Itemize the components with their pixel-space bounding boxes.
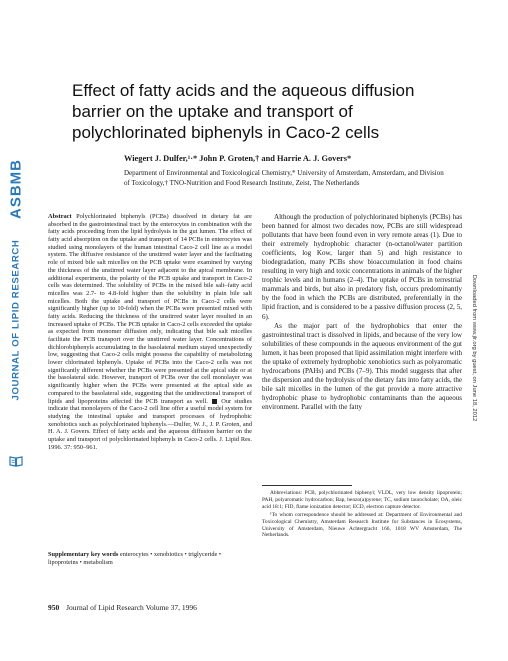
author-list: Wiegert J. Dulfer,¹·* John P. Groten,† and Harrie A. J. Govers*: [124, 154, 352, 163]
keywords: [48, 551, 252, 566]
footnote-correspondence: ¹To whom correspondence should be addressed at: Department of Environmental and Toxicological Chemistry, Amsterdam Research Institute for Substances in Ecosystems, University of Amsterdam, Nieuwe Achtergracht 166, 1018 WV Amsterdam, The Netherlands.: [262, 511, 462, 539]
open-book-icon: [9, 455, 23, 467]
footer-journal: Journal of Lipid Research: [66, 603, 144, 612]
body-text: [262, 213, 462, 412]
body-paragraph: Although the production of polychlorinated biphenyls (PCBs) has been banned for almost two decades now, PCBs are still widespread pollutants that have been found even in very remote areas (1). Due to their extremely hydrophobic character (n-octanol/water partition coefficients, log Kow, larger than 5) and high resistance to biodegradation, many PCBs show bioaccumulation in food chains resulting in very high and toxic concentrations in animals of the higher trophic levels and in humans (2–4). The uptake of PCBs in terrestrial mammals and birds, but also in predatory fish, occurs predominantly by the food in which the PCBs are distributed, preferentially in the lipid fraction, and is considered to be a passive diffusion process (2, 5, 6).: [262, 213, 462, 321]
abstract-label: Abstract: [48, 213, 72, 220]
abstract-text-continued: Our studies indicate that monolayers of the Caco-2 cell line offer a useful model system for studying the intestinal uptake and transport processes of hydrophobic xenobiotics such as polychlorinated biphenyls.—Dulfer, W. J., J. P. Groten, and H. A. J. Govers. Effect of fatty acids and the aqueous diffusion barrier on the uptake and transport of polychlorinated biphenyls in Caco-2 cells. J. Lipid Res. 1996. 37: 950–961.: [48, 397, 252, 451]
keywords-text: enterocytes • xenobiotics • triglyceride • lipoproteins • metabolism: [48, 551, 222, 566]
download-watermark: [467, 198, 481, 498]
abstract-text: Polychlorinated biphenyls (PCBs) dissolved in dietary fat are absorbed in the gastrointestinal tract by the enterocytes in combination with the fatty acids proceeding from the lipid hydrolysis in the gut lumen. The effect of fatty acid absorption on the uptake and transport of 14 PCBs in enterocytes was studied using monolayers of the human intestinal Caco-2 cell line as a model system. The diffusive resistance of the unstirred water layer and the facilitating role of mixed bile salt micelles on the PCB uptake were examined by varying the thickness of the unstirred water layer adjacent to the apical membrane. In additional experiments, the polarity of the PCB uptake and transport in Caco-2 cells was determined. The solubility of PCBs in the mixed bile salt–fatty acid micelles was 2.7- to 4.8-fold higher than the solubility in plain bile salt micelles. Both the uptake and transport of PCBs in Caco-2 cells were significantly higher (up to 10-fold) when the PCBs were presented mixed with fatty acids. Reducing the thickness of the unstirred water layer resulted in an increased uptake of PCBs. The PCB uptake in Caco-2 cells exceeded the uptake as expected from monomer diffusion only, indicating that bile salt micelles facilitate the PCB transport over the unstirred water layer. Concentrations of dichlorobiphenyls accumulating in the basolateral medium stayed unexpectedly low, suggesting that Caco-2 cells might possess the capability of metabolizing lower chlorinated biphenyls. Uptake of PCBs into the Caco-2 cells was not significantly different whether the PCBs were presented at the apical side or at the basolateral side. However, transport of PCBs over the cell monolayer was significantly higher when the PCBs were presented at the apical side as compared to the basolateral side, suggesting that the unidirectional transport of lipids and lipoproteins affected the PCB transport as well.: [48, 213, 252, 405]
download-note: Downloaded from www.jlr.org by guest, on June 18, 2012: [471, 274, 477, 422]
author-affiliation: Department of Environmental and Toxicological Chemistry,* University of Amsterdam, Amsterdam, and Division of Toxicology,† TNO-Nutrition and Food Research Institute, Zeist, The Netherlands: [124, 169, 444, 187]
page-footer: [48, 603, 197, 612]
abstract: [48, 213, 252, 451]
footnote-abbreviations: Abbreviations: PCB, polychlorinated biphenyl; VLDL, very low density lipoprotein; PAH, polyaromatic hydrocarbon; Bap, benzo(a)pyrene; TC, sodium taurocholate; OA, oleic acid 18:1; FID, flame ionization detector; ECD, electron capture detector.: [262, 490, 462, 510]
page-number: 950: [48, 603, 60, 612]
body-paragraph: As the major part of the hydrophobics that enter the gastrointestinal tract is dissolved in lipids, and because of the very low solubilities of these compounds in the aqueous environment of the gut lumen, it has been proposed that lipid assimilation might interfere with the uptake of extremely hydrophobic xenobiotics such as polyaromatic hydrocarbons (PAHs) and PCBs (7–9). This model suggests that after the dispersion and the hydrolysis of the dietary fats into fatty acids, the bile salt micelles in the lumen of the gut provide a more attractive hydrophobic phase to hydrophobic contaminants than the aqueous environment. Parallel with the fatty: [262, 321, 462, 411]
footnotes: [262, 490, 462, 540]
journal-name-vertical: [4, 239, 28, 401]
article-title: Effect of fatty acids and the aqueous diffusion barrier on the uptake and transport of polychlorinated biphenyls in Caco-2 cells: [72, 81, 415, 142]
journal-sidebar: [0, 0, 32, 661]
footer-volume: Volume 37, 1996: [145, 603, 197, 612]
asbmb-logo: [4, 148, 28, 230]
journal-name: JOURNAL OF LIPID RESEARCH: [10, 239, 22, 401]
keywords-label: Supplementary key words: [48, 551, 119, 558]
footnote-rule: [262, 485, 352, 486]
society-name: ASBMB: [7, 159, 25, 219]
square-bullet-icon: [212, 399, 217, 404]
